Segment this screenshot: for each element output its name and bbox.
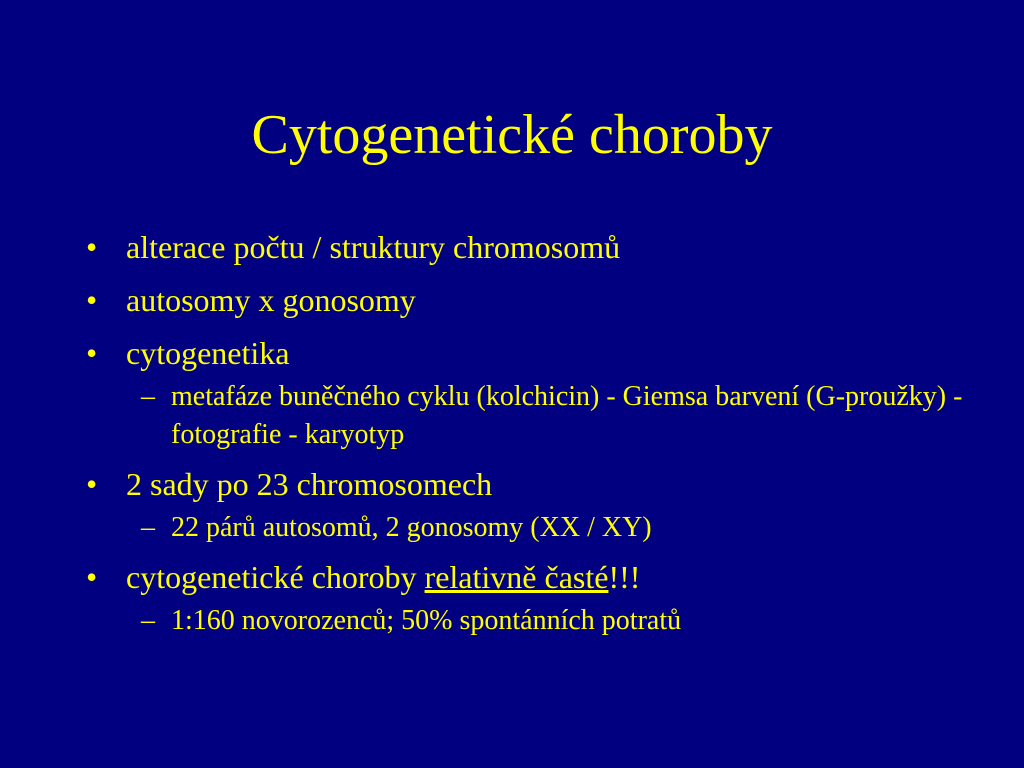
bullet-text: autosomy x gonosomy (126, 282, 416, 318)
dash-icon: – (141, 381, 155, 412)
bullet-icon: • (86, 559, 98, 595)
bullet-icon: • (86, 282, 98, 318)
bullet-item (86, 278, 966, 323)
sub-list (126, 378, 966, 454)
bullet-icon: • (86, 229, 98, 265)
bullet-item (86, 462, 966, 547)
bullet-text: cytogenetika (126, 335, 290, 371)
sub-list (126, 602, 966, 640)
bullet-text: 2 sady po 23 chromosomech (126, 466, 493, 502)
slide-title: Cytogenetické choroby (251, 104, 773, 166)
bullet-icon: • (86, 335, 98, 371)
sub-item-text: 1:160 novorozenců; 50% spontánních potratů (171, 605, 682, 636)
sub-list (126, 509, 966, 547)
sub-item (126, 378, 966, 454)
sub-item (126, 509, 966, 547)
dash-icon: – (141, 605, 155, 636)
bullet-list (86, 225, 966, 640)
bullet-text: alterace počtu / struktury chromosomů (126, 229, 621, 265)
bullet-item (86, 555, 966, 640)
underlined-emphasis: relativně časté (424, 559, 609, 595)
bullet-item (86, 225, 966, 270)
bullet-icon: • (86, 466, 98, 502)
bullet-item (86, 331, 966, 454)
sub-item-text: 22 párů autosomů, 2 gonosomy (XX / XY) (171, 512, 652, 543)
bullet-text-end: !!! (608, 559, 641, 595)
bullet-text (126, 559, 640, 595)
bullet-text-start: cytogenetické choroby (126, 559, 425, 595)
dash-icon: – (141, 512, 155, 543)
sub-item-text: metafáze buněčného cyklu (kolchicin) - Giemsa barvení (G-proužky) - fotografie - karyotyp (171, 381, 963, 450)
sub-item (126, 602, 966, 640)
